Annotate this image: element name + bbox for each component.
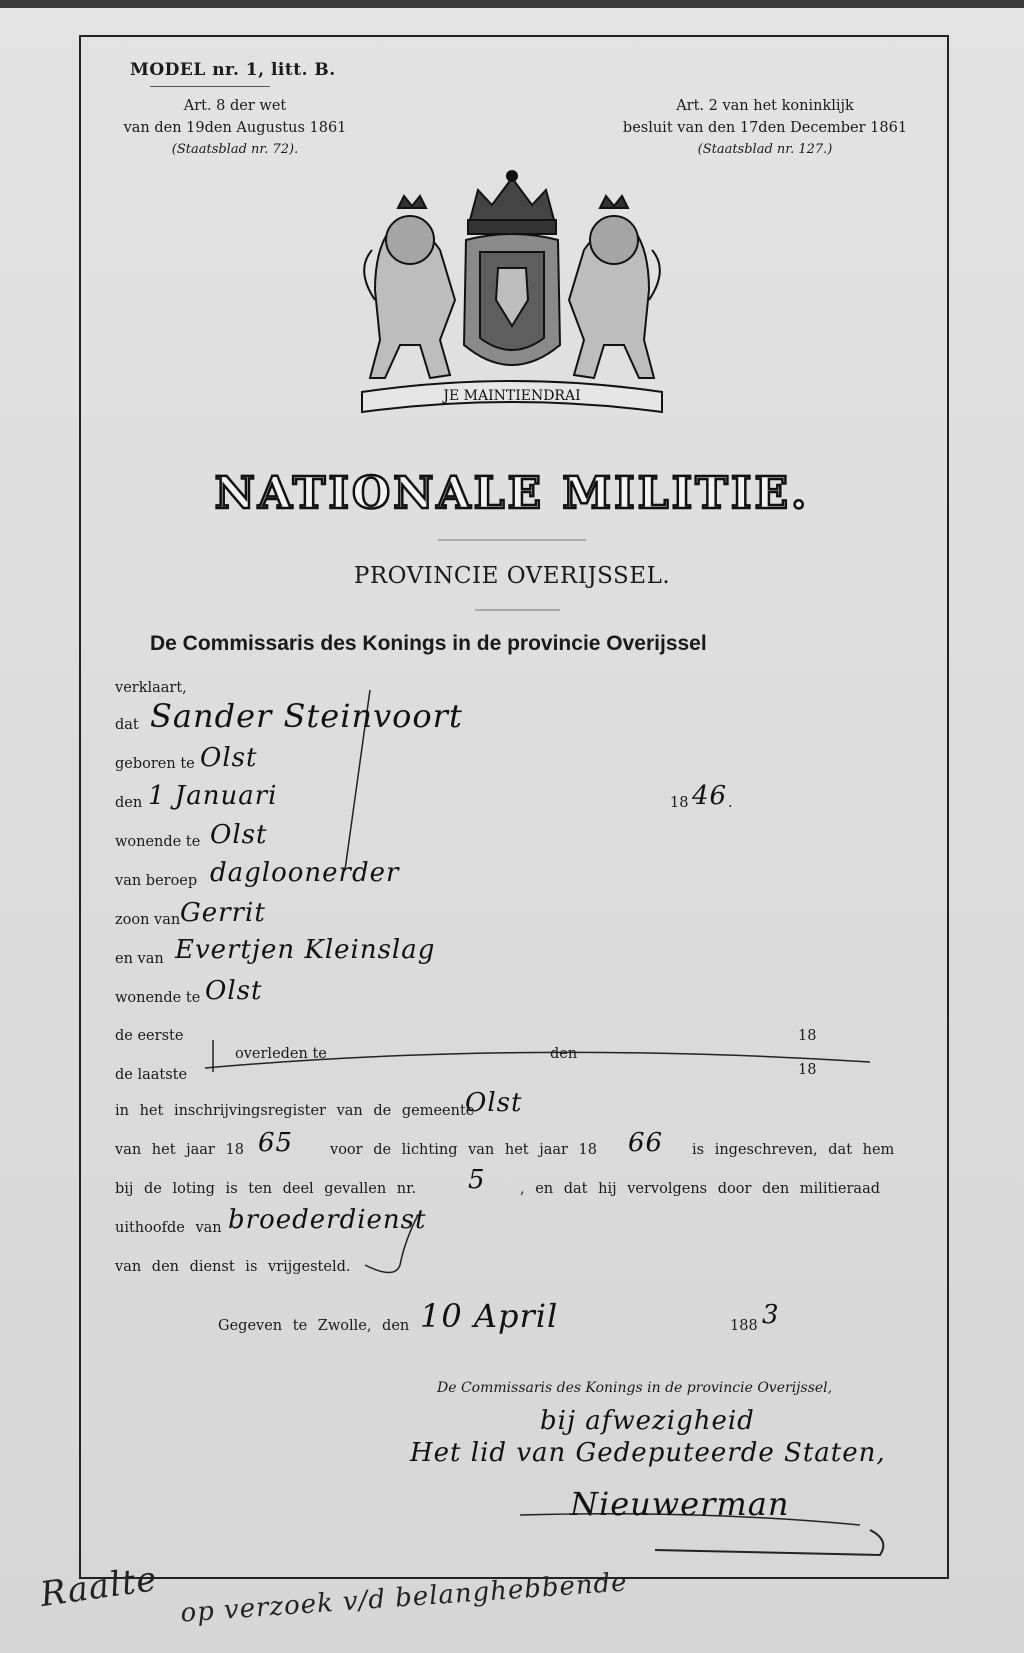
header-left-line-1: Art. 8 der wet bbox=[183, 98, 287, 114]
birthplace: Olst bbox=[200, 743, 258, 773]
motto-text: JE MAINTIENDRAI bbox=[443, 388, 581, 404]
signature-line-2: Het lid van Gedeputeerde Staten, bbox=[410, 1438, 886, 1468]
person-name: Sander Steinvoort bbox=[150, 697, 463, 735]
de-laatste-label: de laatste bbox=[115, 1067, 188, 1083]
death-den-label: den bbox=[550, 1046, 578, 1062]
signature: Nieuwerman bbox=[570, 1485, 790, 1523]
residence: Olst bbox=[210, 820, 268, 850]
death-year-2: 18 bbox=[798, 1062, 817, 1078]
province-heading: PROVINCIE OVERIJSSEL. bbox=[353, 563, 671, 589]
issue-year-prefix: 188 bbox=[730, 1318, 758, 1334]
birth-date-label: den bbox=[115, 795, 143, 811]
wonende-label: wonende te bbox=[115, 834, 201, 850]
header-right-line-1: Art. 2 van het koninklijk bbox=[676, 98, 854, 114]
uithoofde-label: uithoofde van bbox=[115, 1220, 222, 1236]
register-label: in het inschrijvingsregister van de gemeente bbox=[115, 1103, 475, 1119]
lichting-label: voor de lichting van het jaar 18 bbox=[330, 1142, 598, 1158]
ingeschreven-label: is ingeschreven, dat hem bbox=[692, 1142, 895, 1158]
geboren-label: geboren te bbox=[115, 756, 195, 772]
signature-title: De Commissaris des Konings in de provincie Overijssel, bbox=[437, 1380, 833, 1396]
register-year: 65 bbox=[258, 1128, 294, 1158]
header-right-line-3: (Staatsblad nr. 127.) bbox=[697, 142, 833, 157]
vrijgesteld-label: van den dienst is vrijgesteld. bbox=[115, 1259, 351, 1275]
header-left-line-2: van den 19den Augustus 1861 bbox=[123, 120, 347, 136]
lot-number: 5 bbox=[468, 1165, 486, 1195]
model-number: MODEL nr. 1, litt. B. bbox=[130, 60, 336, 80]
beroep-label: van beroep bbox=[115, 873, 198, 889]
signature-line-1: bij afwezigheid bbox=[540, 1406, 755, 1436]
issue-date: 10 April bbox=[420, 1297, 559, 1335]
overleden-label: overleden te bbox=[235, 1046, 327, 1062]
municipality: Olst bbox=[465, 1088, 523, 1118]
header-left-line-3: (Staatsblad nr. 72). bbox=[171, 142, 299, 157]
verklaart-label: verklaart, bbox=[115, 680, 187, 696]
exemption-reason: broederdienst bbox=[228, 1205, 427, 1235]
birth-date: 1 Januari bbox=[148, 781, 278, 811]
zoon-label: zoon van bbox=[115, 912, 181, 928]
birth-year-prefix: 18 bbox=[670, 795, 689, 811]
margin-note-text: op verzoek v/d belanghebbende bbox=[179, 1567, 629, 1629]
margin-note-place: Raalte bbox=[37, 1559, 160, 1615]
loting-label: bij de loting is ten deel gevallen nr. bbox=[115, 1181, 417, 1197]
death-year-1: 18 bbox=[798, 1028, 817, 1044]
parents-wonende-label: wonende te bbox=[115, 990, 201, 1006]
issue-year-digit: 3 bbox=[762, 1300, 780, 1330]
van-het-jaar-label: van het jaar 18 bbox=[115, 1142, 244, 1158]
mother-name: Evertjen Kleinslag bbox=[175, 935, 436, 965]
birth-year: 46 bbox=[692, 781, 728, 811]
birth-year-suffix: . bbox=[728, 795, 733, 811]
gegeven-label: Gegeven te Zwolle, den bbox=[218, 1318, 410, 1334]
header-right-line-2: besluit van den 17den December 1861 bbox=[622, 120, 908, 136]
main-title: NATIONALE MILITIE. bbox=[214, 468, 810, 519]
occupation: dagloonerder bbox=[210, 858, 400, 888]
parents-residence: Olst bbox=[205, 976, 263, 1006]
commissaris-heading: De Commissaris des Konings in de provincie Overijssel bbox=[150, 632, 707, 655]
en-van-label: en van bbox=[115, 951, 164, 967]
de-eerste-label: de eerste bbox=[115, 1028, 184, 1044]
vervolgens-label: , en dat hij vervolgens door den militieraad bbox=[520, 1181, 881, 1197]
lichting-year: 66 bbox=[628, 1128, 664, 1158]
father-name: Gerrit bbox=[180, 898, 266, 928]
dat-label: dat bbox=[115, 717, 139, 733]
